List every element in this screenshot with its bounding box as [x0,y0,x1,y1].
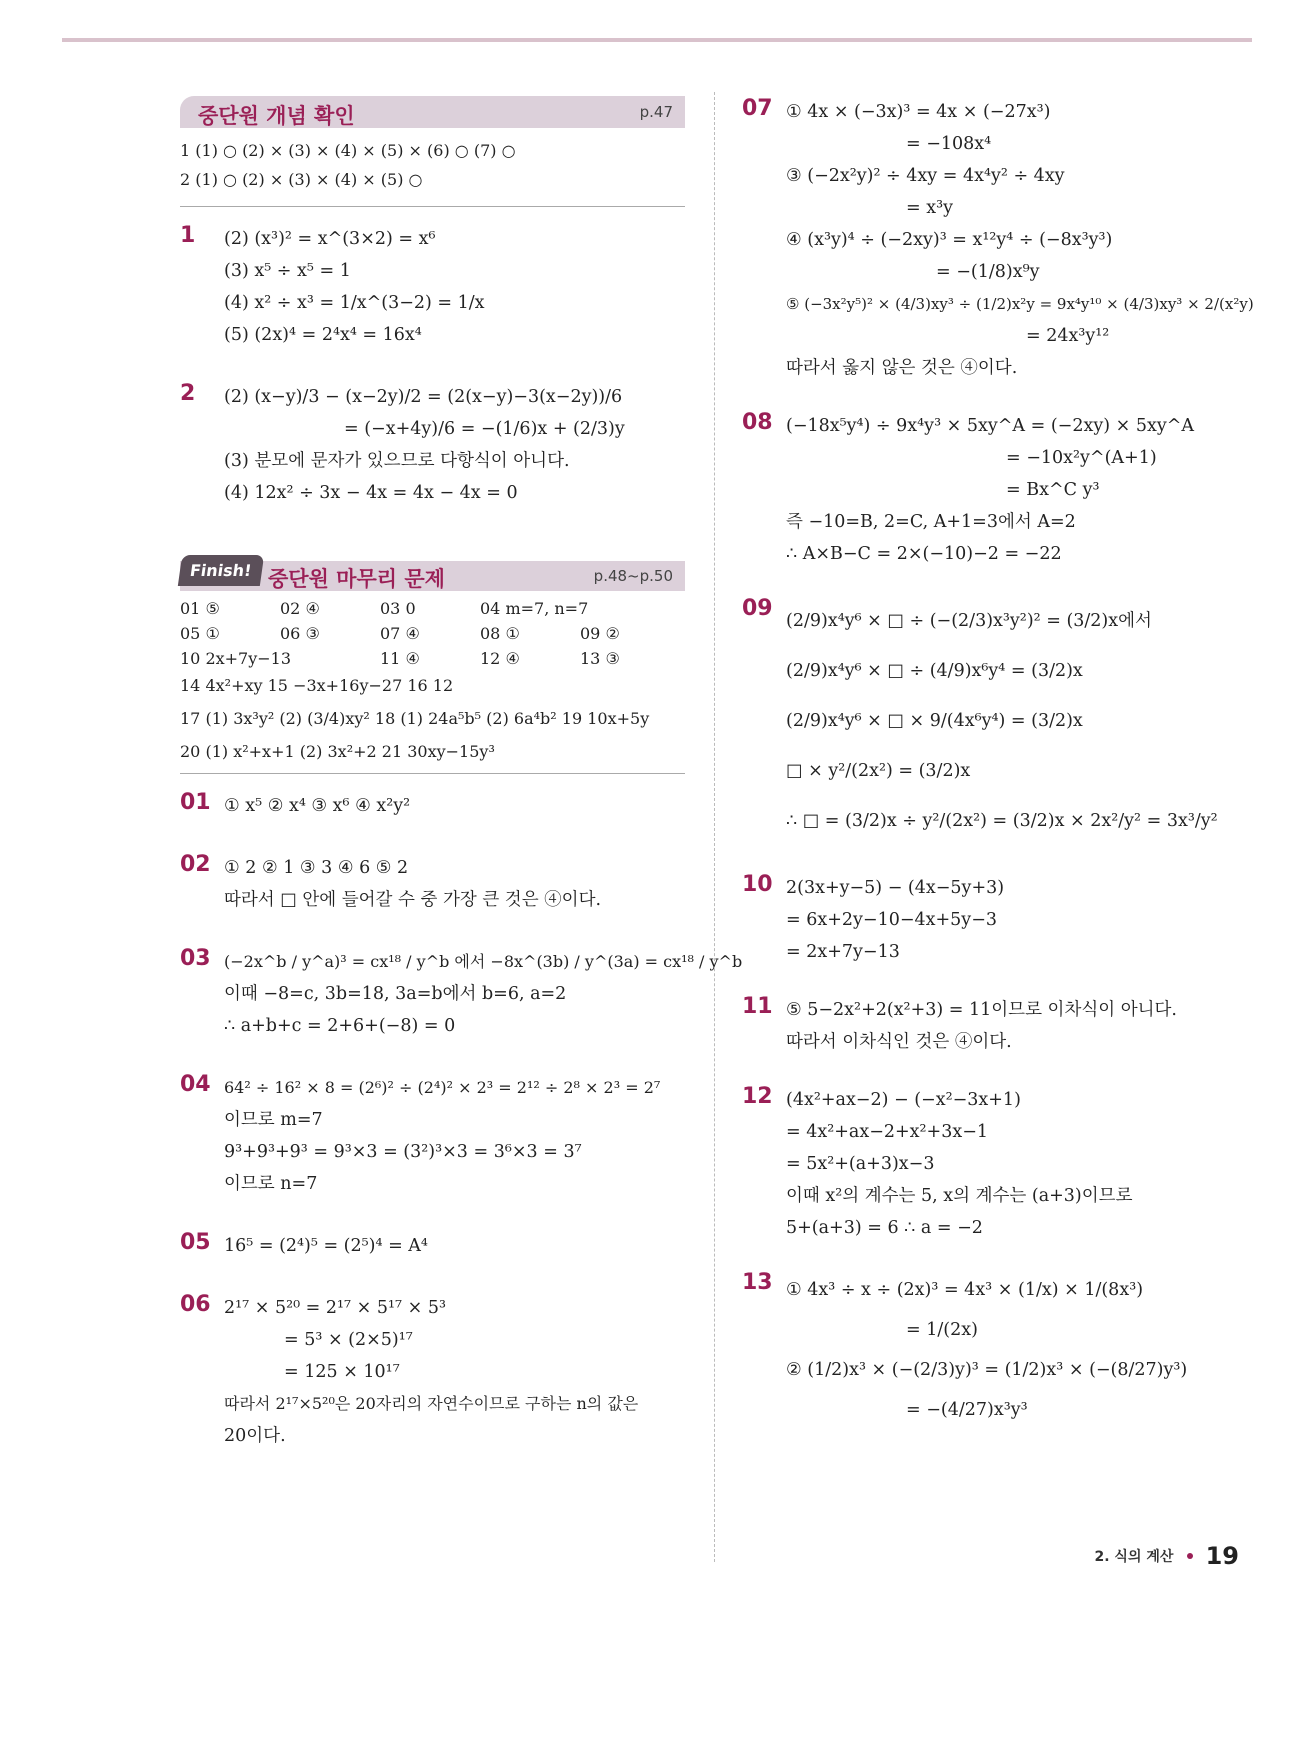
right-column [742,96,1262,1454]
answer-item: 04 m=7, n=7 [480,599,589,618]
solution-line: 따라서 옳지 않은 것은 ④이다. [786,358,1018,378]
solution-line: 따라서 □ 안에 들어갈 수 중 가장 큰 것은 ④이다. [224,890,602,910]
concept-header [180,96,685,128]
answer-grid [180,624,685,643]
solution-line: ① 2 ② 1 ③ 3 ④ 6 ⑤ 2 [224,858,409,878]
solution-line: 64² ÷ 16² × 8 = (2⁶)² ÷ (2⁴)² × 2³ = 2¹² ÷ 2⁸ × 2³ = 2⁷ [224,1078,661,1097]
concept-answer-1: 1 (1) ○ (2) × (3) × (4) × (5) × (6) ○ (7) ○ [180,141,516,160]
problem-01 [180,790,685,822]
solution-line: (3) x⁵ ÷ x⁵ = 1 [224,261,351,281]
bullet-icon [1187,1553,1193,1559]
problem-09 [742,596,1262,846]
solution-line: 이므로 m=7 [224,1110,323,1130]
top-rule [62,38,1252,42]
left-column [180,96,743,1476]
solution-line: 이때 −8=c, 3b=18, 3a=b에서 b=6, a=2 [224,984,567,1004]
concept-title: 중단원 개념 확인 [198,104,355,128]
answer-item: 09 ② [580,624,620,643]
solution-line: (4) x² ÷ x³ = 1/x^(3−2) = 1/x [224,293,485,313]
problem-number: 09 [742,596,773,621]
answer-grid [180,599,685,618]
solution-line: (2/9)x⁴y⁶ × □ ÷ (−(2/3)x³y²)² = (3/2)x에서 [786,611,1152,631]
problem-number: 05 [180,1230,211,1255]
problem-05 [180,1230,685,1262]
solution-line: ⑤ (−3x²y⁵)² × (4/3)xy³ ÷ (1/2)x²y = 9x⁴y¹⁰ × (4/3)xy³ × 2/(x²y) [786,295,1254,313]
finish-header [180,555,685,591]
answer-item: 12 ④ [480,649,520,668]
solution-line: = −(1/8)x⁹y [936,262,1040,282]
finish-page: p.48~p.50 [593,567,673,585]
solution-line: = Bx^C y³ [1006,480,1100,500]
problem-06 [180,1292,685,1452]
solution-line: ③ (−2x²y)² ÷ 4xy = 4x⁴y² ÷ 4xy [786,166,1065,186]
answer-row-14: 14 4x²+xy 15 −3x+16y−27 16 12 [180,676,454,695]
answer-item: 01 ⑤ [180,599,220,618]
concept-solution-1 [180,223,685,351]
answer-item: 10 2x+7y−13 [180,649,292,668]
problem-number: 07 [742,96,773,121]
solution-line: (5) (2x)⁴ = 2⁴x⁴ = 16x⁴ [224,325,422,345]
solution-line: ∴ A×B−C = 2×(−10)−2 = −22 [786,544,1062,564]
solution-line: ① x⁵ ② x⁴ ③ x⁶ ④ x²y² [224,796,411,816]
problem-07 [742,96,1262,384]
solution-line: (2/9)x⁴y⁶ × □ × 9/(4x⁶y⁴) = (3/2)x [786,711,1083,731]
problem-number: 1 [180,223,196,248]
solution-line: = 5x²+(a+3)x−3 [786,1154,935,1174]
page-footer [1095,1542,1240,1570]
solution-line: = (−x+4y)/6 = −(1/6)x + (2/3)y [344,419,625,439]
problem-10 [742,872,1262,968]
solution-line: = 4x²+ax−2+x²+3x−1 [786,1122,989,1142]
problem-02 [180,852,685,916]
solution-line: 이므로 n=7 [224,1174,318,1194]
solution-line: 따라서 2¹⁷×5²⁰은 20자리의 자연수이므로 구하는 n의 값은 [224,1394,639,1413]
solution-line: (2) (x−y)/3 − (x−2y)/2 = (2(x−y)−3(x−2y))/6 [224,387,623,407]
problem-08 [742,410,1262,570]
solution-line: = x³y [906,198,953,218]
problem-13 [742,1270,1262,1430]
solution-line: 9³+9³+9³ = 9³×3 = (3²)³×3 = 3⁶×3 = 3⁷ [224,1142,582,1162]
problem-number: 04 [180,1072,211,1097]
solution-line: 20이다. [224,1426,286,1446]
concept-solution-2 [180,381,685,509]
concept-answer-2: 2 (1) ○ (2) × (3) × (4) × (5) ○ [180,170,423,189]
answer-item: 11 ④ [380,649,420,668]
solution-line: = 125 × 10¹⁷ [284,1362,400,1382]
problem-04 [180,1072,685,1200]
solution-line: = 6x+2y−10−4x+5y−3 [786,910,997,930]
solution-line: = 2x+7y−13 [786,942,900,962]
solution-line: ∴ a+b+c = 2+6+(−8) = 0 [224,1016,456,1036]
section-name: 2. 식의 계산 [1094,1549,1174,1565]
answer-row-20: 20 (1) x²+x+1 (2) 3x²+2 21 30xy−15y³ [180,742,495,761]
problem-number: 03 [180,946,211,971]
solution-line: ① 4x³ ÷ x ÷ (2x)³ = 4x³ × (1/x) × 1/(8x³) [786,1280,1144,1300]
problem-number: 13 [742,1270,773,1295]
answer-item: 02 ④ [280,599,320,618]
problem-11 [742,994,1262,1058]
solution-line: (2) (x³)² = x^(3×2) = x⁶ [224,229,436,249]
divider [180,773,685,774]
problem-number: 10 [742,872,773,897]
solution-line: ∴ □ = (3/2)x ÷ y²/(2x²) = (3/2)x × 2x²/y² = 3x³/y² [786,811,1218,831]
column-divider [714,92,715,1562]
solution-line: 5+(a+3) = 6 ∴ a = −2 [786,1218,983,1238]
problem-number: 11 [742,994,773,1019]
divider [180,206,685,207]
problem-12 [742,1084,1262,1244]
answer-row-17: 17 (1) 3x³y² (2) (3/4)xy² 18 (1) 24a⁵b⁵ (2) 6a⁴b² 19 10x+5y [180,709,650,728]
problem-03 [180,946,743,1042]
solution-line: (−18x⁵y⁴) ÷ 9x⁴y³ × 5xy^A = (−2xy) × 5xy^A [786,416,1195,436]
problem-number: 12 [742,1084,773,1109]
solution-line: = −108x⁴ [906,134,992,154]
solution-line: ④ (x³y)⁴ ÷ (−2xy)³ = x¹²y⁴ ÷ (−8x³y³) [786,230,1113,250]
solution-line: = −10x²y^(A+1) [1006,448,1157,468]
page-number: 19 [1205,1542,1239,1570]
solution-line: (3) 분모에 문자가 있으므로 다항식이 아니다. [224,451,570,471]
problem-number: 08 [742,410,773,435]
answer-item: 08 ① [480,624,520,643]
solution-line: 2(3x+y−5) − (4x−5y+3) [786,878,1005,898]
solution-line: = 5³ × (2×5)¹⁷ [284,1330,413,1350]
problem-number: 01 [180,790,211,815]
problem-number: 06 [180,1292,211,1317]
solution-line: = 24x³y¹² [1026,326,1110,346]
solution-line: = −(4/27)x³y³ [906,1400,1028,1420]
solution-line: 16⁵ = (2⁴)⁵ = (2⁵)⁴ = A⁴ [224,1236,428,1256]
problem-number: 2 [180,381,196,406]
solution-line: ① 4x × (−3x)³ = 4x × (−27x³) [786,102,1051,122]
solution-line: 즉 −10=B, 2=C, A+1=3에서 A=2 [786,512,1076,532]
solution-line: (−2x^b / y^a)³ = cx¹⁸ / y^b 에서 −8x^(3b) / y^(3a) = cx¹⁸ / y^b [224,952,743,971]
answer-item: 13 ③ [580,649,620,668]
problem-number: 02 [180,852,211,877]
finish-badge: Finish! [178,555,264,586]
solution-line: 이때 x²의 계수는 5, x의 계수는 (a+3)이므로 [786,1186,1133,1206]
answer-item: 03 0 [380,599,416,618]
answer-item: 05 ① [180,624,220,643]
answer-item: 07 ④ [380,624,420,643]
solution-line: □ × y²/(2x²) = (3/2)x [786,761,971,781]
solution-line: (4) 12x² ÷ 3x − 4x = 4x − 4x = 0 [224,483,518,503]
solution-line: (4x²+ax−2) − (−x²−3x+1) [786,1090,1021,1110]
solution-line: 따라서 이차식인 것은 ④이다. [786,1032,1012,1052]
solution-line: ② (1/2)x³ × (−(2/3)y)³ = (1/2)x³ × (−(8/27)y³) [786,1360,1188,1380]
answer-grid [180,649,685,668]
solution-line: 2¹⁷ × 5²⁰ = 2¹⁷ × 5¹⁷ × 5³ [224,1298,446,1318]
answer-item: 06 ③ [280,624,320,643]
solution-line: ⑤ 5−2x²+2(x²+3) = 11이므로 이차식이 아니다. [786,1000,1177,1020]
concept-page: p.47 [639,103,673,121]
solution-line: (2/9)x⁴y⁶ × □ ÷ (4/9)x⁶y⁴ = (3/2)x [786,661,1083,681]
solution-line: = 1/(2x) [906,1320,978,1340]
finish-title: 중단원 마무리 문제 [268,567,445,591]
